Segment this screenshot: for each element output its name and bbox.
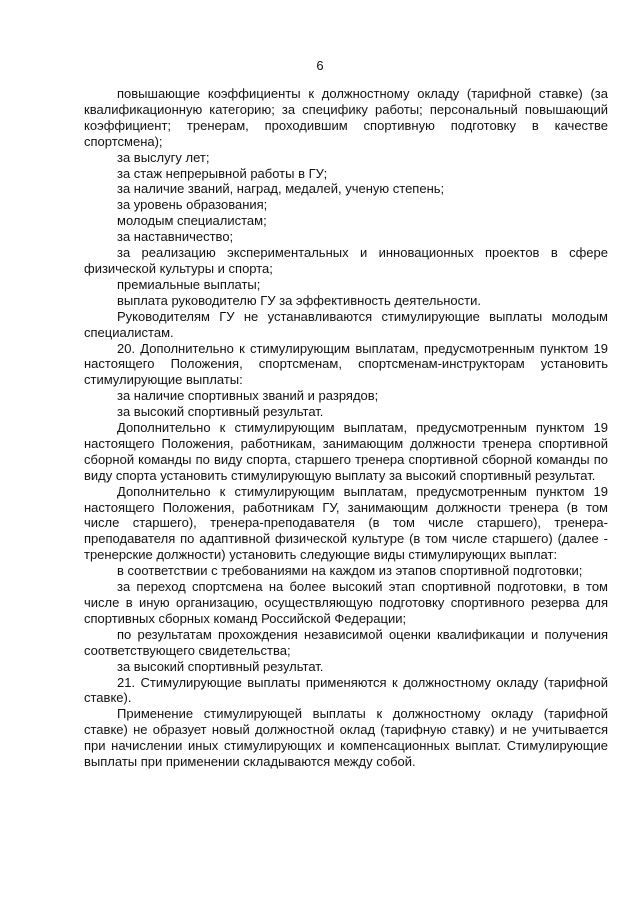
- paragraph-national-team-coaches: Дополнительно к стимулирующим выплатам, предусмотренным пунктом 19 настоящего Положения, работникам, занимающим должности тренера спортивной сборной команды по виду спорта, старшего тренера спортивной сборной команды по виду спорта установить стимулирующую выплату за высокий спортивный результат.: [84, 420, 608, 483]
- paragraph-titles-awards: за наличие званий, наград, медалей, ученую степень;: [117, 181, 445, 197]
- paragraph-application-rules: Применение стимулирующей выплаты к должностному окладу (тарифной ставке) не образует новый должностной оклад (тарифную ставку) и не учитывается при начислении иных стимулирующих и компенсационных выплат. Стимулирующие выплаты при применении складываются между собой.: [84, 706, 608, 770]
- paragraph-bonus-payments: премиальные выплаты;: [117, 276, 261, 292]
- paragraph-head-efficiency: выплата руководителю ГУ за эффективность деятельности.: [117, 292, 481, 308]
- paragraph-item-20: 20. Дополнительно к стимулирующим выплатам, предусмотренным пунктом 19 настоящего Положения, спортсменам, спортсменам-инструкторам установить стимулирующие выплаты:: [84, 340, 608, 388]
- paragraph-education-level: за уровень образования;: [117, 197, 268, 213]
- paragraph-coaching-positions: Дополнительно к стимулирующим выплатам, предусмотренным пунктом 19 настоящего Положения, работникам ГУ, занимающим должности тренера (в том числе старшего), тренера-преподавателя (в том числе старшего), тренера-преподавателя по адаптивной физической культуре (в том числе старшего) (далее - тренерские должности) установить следующие виды стимулирующих выплат:: [84, 483, 608, 563]
- paragraph-raising-coefficients: повышающие коэффициенты к должностному окладу (тарифной ставке) (за квалификационную категорию; за специфику работы; персональный повышающий коэффициент; тренерам, проходившим спортивную подготовку в качестве спортсмена);: [84, 86, 608, 149]
- paragraph-mentoring: за наставничество;: [117, 229, 234, 245]
- paragraph-sport-titles: за наличие спортивных званий и разрядов;: [117, 388, 379, 404]
- paragraph-heads-exclusion: Руководителям ГУ не устанавливаются стимулирующие выплаты молодым специалистам.: [84, 308, 608, 340]
- paragraph-training-stage-requirements: в соответствии с требованиями на каждом из этапов спортивной подготовки;: [117, 563, 583, 579]
- page-number: 6: [316, 58, 324, 73]
- paragraph-high-result-coaches: за высокий спортивный результат.: [117, 658, 324, 674]
- paragraph-young-specialists: молодым специалистам;: [117, 213, 267, 229]
- paragraph-experimental-projects: за реализацию экспериментальных и инновационных проектов в сфере физической культуры и спорта;: [84, 245, 608, 276]
- paragraph-independent-assessment: по результатам прохождения независимой оценки квалификации и получения соответствующего свидетельства;: [84, 626, 608, 658]
- document-body: [84, 86, 608, 770]
- paragraph-continuous-service: за стаж непрерывной работы в ГУ;: [117, 165, 328, 181]
- paragraph-athlete-stage-transfer: за переход спортсмена на более высокий этап спортивной подготовки, в том числе в иную организацию, осуществляющую подготовку спортивного резерва для спортивных сборных команд Российской Федерации;: [84, 579, 608, 626]
- paragraph-item-21: 21. Стимулирующие выплаты применяются к должностному окладу (тарифной ставке).: [84, 674, 608, 706]
- paragraph-seniority: за выслугу лет;: [117, 149, 210, 165]
- paragraph-high-result: за высокий спортивный результат.: [117, 404, 324, 420]
